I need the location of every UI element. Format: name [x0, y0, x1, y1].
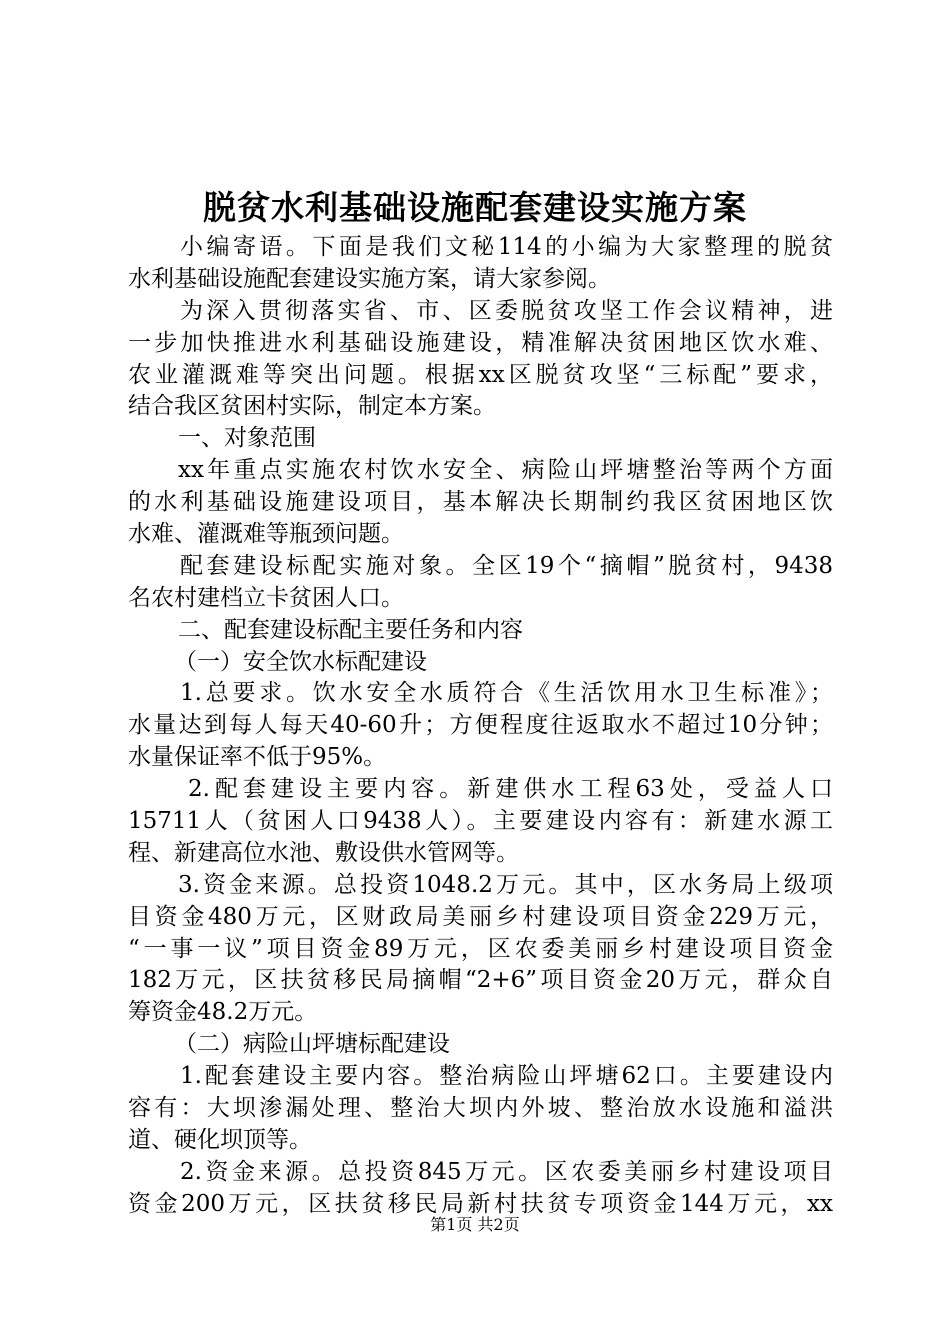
text-line: 1.配套建设主要内容。整治病险山坪塘62口。主要建设内 [180, 1063, 833, 1090]
text-line: （一）安全饮水标配建设 [174, 648, 427, 675]
document-body [128, 232, 833, 1221]
text-line: 程、新建高位水池、敷设供水管网等。 [128, 839, 519, 866]
text-line: 二、配套建设标配主要任务和内容 [178, 616, 523, 643]
text-line: 水量保证率不低于95%。 [128, 744, 387, 771]
text-line: 结合我区贫困村实际，制定本方案。 [128, 393, 496, 420]
text-line: 目资金480万元，区财政局美丽乡村建设项目资金229万元， [128, 903, 833, 930]
text-line: 水利基础设施配套建设实施方案，请大家参阅。 [128, 265, 611, 292]
text-line: 一步加快推进水利基础设施建设，精准解决贫困地区饮水难、 [128, 329, 833, 356]
text-line: 筹资金48.2万元。 [128, 999, 318, 1026]
text-line: 水量达到每人每天40-60升；方便程度往返取水不超过10分钟； [128, 712, 833, 739]
text-line: 配套建设标配实施对象。全区19个“摘帽”脱贫村，9438 [180, 552, 833, 579]
text-line: xx年重点实施农村饮水安全、病险山坪塘整治等两个方面 [178, 457, 833, 484]
text-line: （二）病险山坪塘标配建设 [174, 1031, 450, 1058]
text-line: 道、硬化坝顶等。 [128, 1126, 312, 1153]
text-line: 农业灌溉难等突出问题。根据xx区脱贫攻坚“三标配”要求， [128, 361, 833, 388]
text-line: 名农村建档立卡贫困人口。 [128, 584, 404, 611]
text-line: 水难、灌溉难等瓶颈问题。 [128, 521, 404, 548]
text-line: “一事一议”项目资金89万元，区农委美丽乡村建设项目资金 [128, 935, 833, 962]
text-line: 小编寄语。下面是我们文秘114的小编为大家整理的脱贫 [180, 234, 833, 260]
document-title: 脱贫水利基础设施配套建设实施方案 [203, 188, 747, 227]
text-line: 资金200万元，区扶贫移民局新村扶贫专项资金144万元，xx [128, 1190, 833, 1217]
text-line: 15711人（贫困人口9438人）。主要建设内容有：新建水源工 [128, 808, 833, 835]
text-line: 3.资金来源。总投资1048.2万元。其中，区水务局上级项 [178, 871, 833, 898]
text-line: 2.资金来源。总投资845万元。区农委美丽乡村建设项目 [180, 1158, 833, 1185]
text-line: 1.总要求。饮水安全水质符合《生活饮用水卫生标准》； [180, 680, 833, 707]
text-line: 的水利基础设施建设项目，基本解决长期制约我区贫困地区饮 [128, 489, 833, 516]
page-footer: 第1页 共2页 [430, 1215, 520, 1234]
text-line: 容有：大坝渗漏处理、整治大坝内外坡、整治放水设施和溢洪 [128, 1095, 833, 1122]
text-line: 为深入贯彻落实省、市、区委脱贫攻坚工作会议精神，进 [180, 297, 833, 324]
text-line: 2.配套建设主要内容。新建供水工程63处，受益人口 [188, 776, 833, 803]
text-line: 一、对象范围 [178, 425, 316, 452]
text-line: 182万元，区扶贫移民局摘帽“2+6”项目资金20万元，群众自 [128, 967, 833, 994]
